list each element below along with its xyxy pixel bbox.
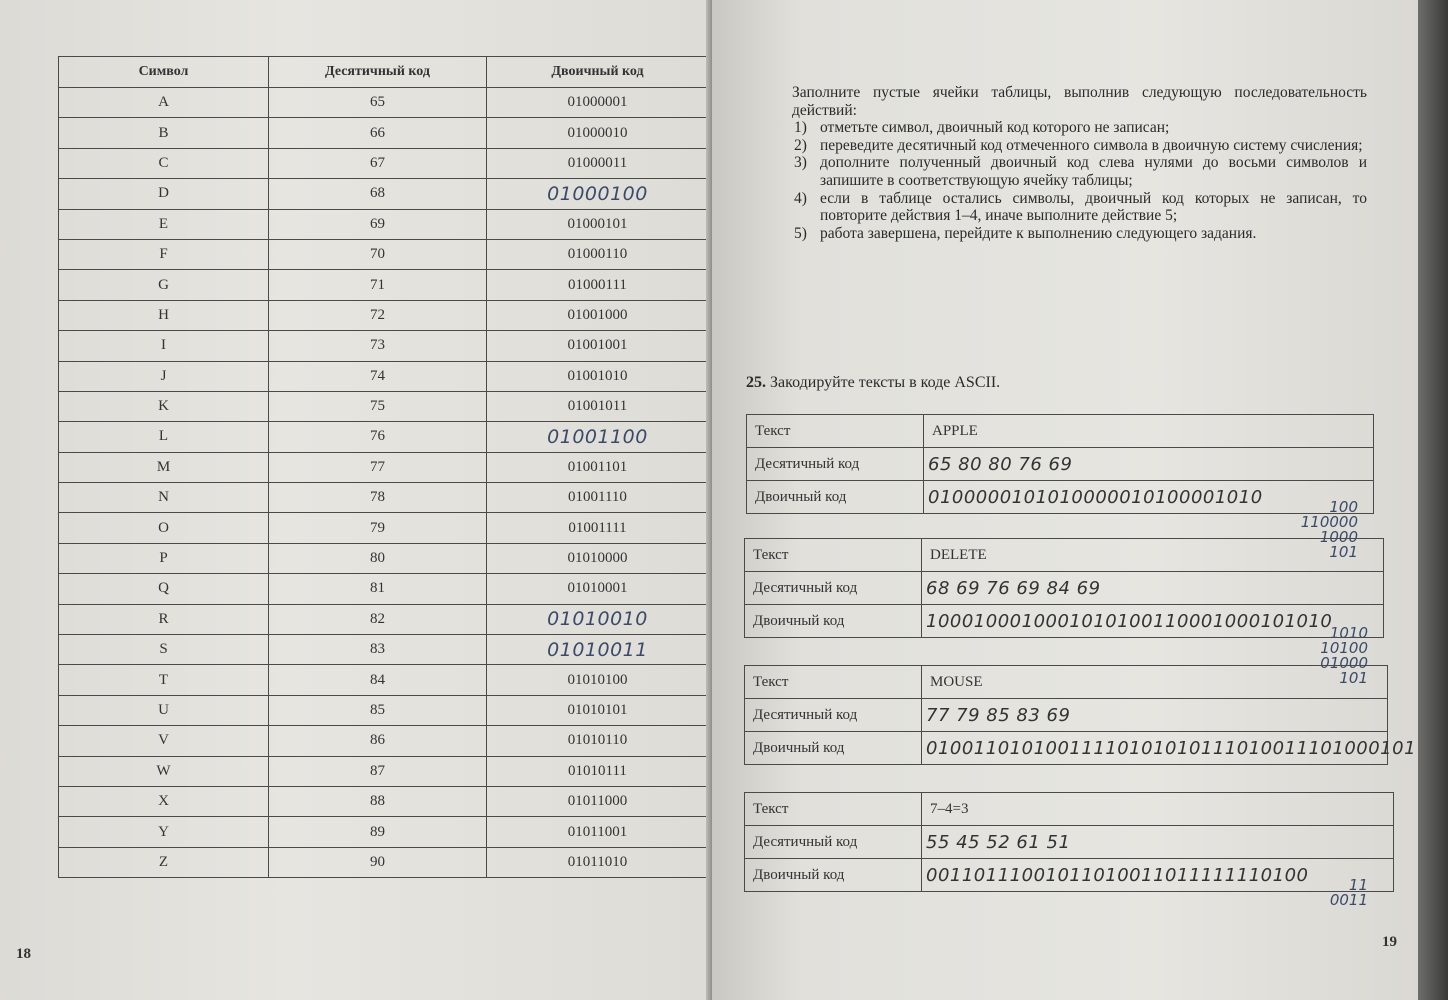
table-row [59,270,709,300]
exercise-row-decimal [745,826,1394,859]
row-value-binary[interactable]: 00110111001011010011011111110100 [922,859,1394,892]
table-row [59,483,709,513]
symbol-cell: V [59,726,269,756]
decimal-cell: 90 [269,847,487,877]
symbol-cell: H [59,300,269,330]
table-row [59,148,709,178]
table-row [59,604,709,634]
binary-cell: 01010000 [487,543,709,573]
row-value-binary[interactable]: 0100000101010000010100001010 [924,481,1374,514]
decimal-cell: 80 [269,543,487,573]
table-row [59,543,709,573]
step-number: 1) [794,119,807,137]
symbol-cell: R [59,604,269,634]
row-label-decimal: Десятичный код [747,448,924,481]
exercise-table [746,414,1374,514]
page-number-left: 18 [16,946,31,962]
symbol-cell: W [59,756,269,786]
table-row [59,209,709,239]
step-item [792,119,1367,137]
table-row [59,391,709,421]
row-value-decimal[interactable]: 65 80 80 76 69 [924,448,1374,481]
symbol-cell: I [59,331,269,361]
table-row [59,300,709,330]
exercise-table [744,665,1417,765]
binary-cell: 01010110 [487,726,709,756]
symbol-cell: Q [59,574,269,604]
binary-cell[interactable]: 01001100 [487,422,709,452]
table-row [59,786,709,816]
table-row [59,817,709,847]
decimal-cell: 87 [269,756,487,786]
symbol-cell: O [59,513,269,543]
step-number: 5) [794,224,807,242]
decimal-cell: 86 [269,726,487,756]
decimal-cell: 82 [269,604,487,634]
background-edge [1418,0,1448,1000]
binary-cell: 01001110 [487,483,709,513]
instructions [792,84,1367,242]
symbol-cell: C [59,148,269,178]
step-text: переведите десятичный код отмеченного символа в двоичную систему счисления; [820,136,1363,154]
table-header-row [59,57,709,88]
row-value-decimal[interactable]: 77 79 85 83 69 [922,699,1388,732]
steps-list [792,119,1367,242]
decimal-cell: 81 [269,574,487,604]
exercise-table [744,538,1384,638]
page-number-right: 19 [1382,934,1397,950]
symbol-cell: A [59,88,269,118]
decimal-cell: 72 [269,300,487,330]
row-label-text: Текст [745,539,922,572]
exercise-row-text [745,666,1388,699]
row-value-text: 7–4=3 [922,793,1394,826]
table-row [59,88,709,118]
table-row [59,847,709,877]
row-value-decimal[interactable]: 55 45 52 61 51 [922,826,1394,859]
decimal-cell: 89 [269,817,487,847]
ascii-table-body [59,88,709,878]
table-row [59,695,709,725]
task-text: Закодируйте тексты в коде ASCII. [770,374,1001,391]
step-item [792,190,1367,225]
exercise-row-text [745,539,1384,572]
table-row [59,513,709,543]
table-row [59,756,709,786]
decimal-cell: 75 [269,391,487,421]
binary-cell: 01010101 [487,695,709,725]
row-value-text: DELETE [922,539,1384,572]
binary-cell: 01000011 [487,148,709,178]
symbol-cell: S [59,635,269,665]
row-label-binary: Двоичный код [745,859,922,892]
step-text: если в таблице остались символы, двоичный код которых не записан, то повторите действия 1–4, иначе выполните действие 5; [820,189,1367,225]
header-decimal: Десятичный код [269,57,487,88]
binary-cell: 01000001 [487,88,709,118]
decimal-cell: 73 [269,331,487,361]
symbol-cell: L [59,422,269,452]
symbol-cell: P [59,543,269,573]
table-row [59,361,709,391]
decimal-cell: 85 [269,695,487,725]
binary-cell: 01001111 [487,513,709,543]
step-number: 3) [794,154,807,172]
symbol-cell: E [59,209,269,239]
exercise-row-decimal [747,448,1374,481]
step-number: 4) [794,189,807,207]
binary-cell: 01011001 [487,817,709,847]
symbol-cell: M [59,452,269,482]
task-heading [746,374,1000,392]
binary-cell: 01000111 [487,270,709,300]
symbol-cell: K [59,391,269,421]
decimal-cell: 67 [269,148,487,178]
table-row [59,239,709,269]
binary-cell: 01011000 [487,786,709,816]
decimal-cell: 69 [269,209,487,239]
decimal-cell: 83 [269,635,487,665]
symbol-cell: Y [59,817,269,847]
table-row [59,452,709,482]
step-text: отметьте символ, двоичный код которого не записан; [820,119,1170,137]
handwritten-overflow: 1010 10100 01000 101 [1320,624,1368,687]
instructions-intro: Заполните пустые ячейки таблицы, выполнив следующую последовательность действий: [792,84,1367,119]
step-text: работа завершена, перейдите к выполнению следующего задания. [820,224,1257,242]
exercise-table [744,792,1394,892]
exercise-row-binary [745,859,1394,892]
row-label-text: Текст [747,415,924,448]
table-row [59,635,709,665]
row-label-binary: Двоичный код [747,481,924,514]
row-value-text: APPLE [924,415,1374,448]
binary-cell[interactable]: 01000100 [487,179,709,209]
exercise-row-text [747,415,1374,448]
binary-cell: 01010100 [487,665,709,695]
symbol-cell: X [59,786,269,816]
decimal-cell: 71 [269,270,487,300]
row-label-decimal: Десятичный код [745,826,922,859]
symbol-cell: G [59,270,269,300]
header-binary: Двоичный код [487,57,709,88]
header-symbol: Символ [59,57,269,88]
step-item [792,225,1367,243]
row-label-text: Текст [745,666,922,699]
ascii-table [58,56,709,878]
binary-cell: 01001101 [487,452,709,482]
symbol-cell: D [59,179,269,209]
decimal-cell: 79 [269,513,487,543]
decimal-cell: 70 [269,239,487,269]
row-value-binary[interactable]: 1000100010001010100110001000101010 [922,605,1384,638]
binary-cell: 01001010 [487,361,709,391]
decimal-cell: 74 [269,361,487,391]
table-row [59,665,709,695]
exercise-row-binary [747,481,1374,514]
decimal-cell: 65 [269,88,487,118]
symbol-cell: N [59,483,269,513]
row-value-decimal[interactable]: 68 69 76 69 84 69 [922,572,1384,605]
left-page [0,0,712,1000]
step-text: дополните полученный двоичный код слева нулями до восьми символов и запишите в соответствующую ячейку таблицы; [820,154,1367,189]
table-row [59,118,709,148]
binary-cell: 01010001 [487,574,709,604]
row-label-binary: Двоичный код [745,732,922,765]
step-number: 2) [794,136,807,154]
symbol-cell: B [59,118,269,148]
symbol-cell: T [59,665,269,695]
binary-cell[interactable]: 01010010 [487,604,709,634]
symbol-cell: U [59,695,269,725]
exercise-row-text [745,793,1394,826]
row-label-binary: Двоичный код [745,605,922,638]
step-item [792,137,1367,155]
decimal-cell: 84 [269,665,487,695]
decimal-cell: 77 [269,452,487,482]
table-row [59,422,709,452]
binary-cell: 01000010 [487,118,709,148]
handwritten-overflow: 100 110000 1000 101 [1300,498,1358,561]
exercise-row-decimal [745,572,1384,605]
binary-cell: 01001001 [487,331,709,361]
binary-cell[interactable]: 01010011 [487,635,709,665]
exercise-row-decimal [745,699,1388,732]
symbol-cell: F [59,239,269,269]
row-label-decimal: Десятичный код [745,699,922,732]
table-row [59,726,709,756]
row-label-text: Текст [745,793,922,826]
task-number: 25. [746,374,766,391]
row-value-text: MOUSE [922,666,1388,699]
decimal-cell: 66 [269,118,487,148]
row-value-binary[interactable]: 01001101010011110101010111010011101000101 [922,732,1388,765]
binary-cell: 01001000 [487,300,709,330]
binary-cell: 01011010 [487,847,709,877]
row-label-decimal: Десятичный код [745,572,922,605]
symbol-cell: J [59,361,269,391]
handwritten-overflow: 11 0011 [1329,876,1368,909]
exercise-row-binary [745,605,1384,638]
exercise-row-binary [745,732,1388,765]
table-row [59,179,709,209]
binary-cell: 01000101 [487,209,709,239]
table-row [59,331,709,361]
binary-cell: 01001011 [487,391,709,421]
decimal-cell: 78 [269,483,487,513]
step-item [792,154,1367,189]
binary-cell: 01010111 [487,756,709,786]
decimal-cell: 68 [269,179,487,209]
binary-cell: 01000110 [487,239,709,269]
table-row [59,574,709,604]
decimal-cell: 88 [269,786,487,816]
symbol-cell: Z [59,847,269,877]
decimal-cell: 76 [269,422,487,452]
